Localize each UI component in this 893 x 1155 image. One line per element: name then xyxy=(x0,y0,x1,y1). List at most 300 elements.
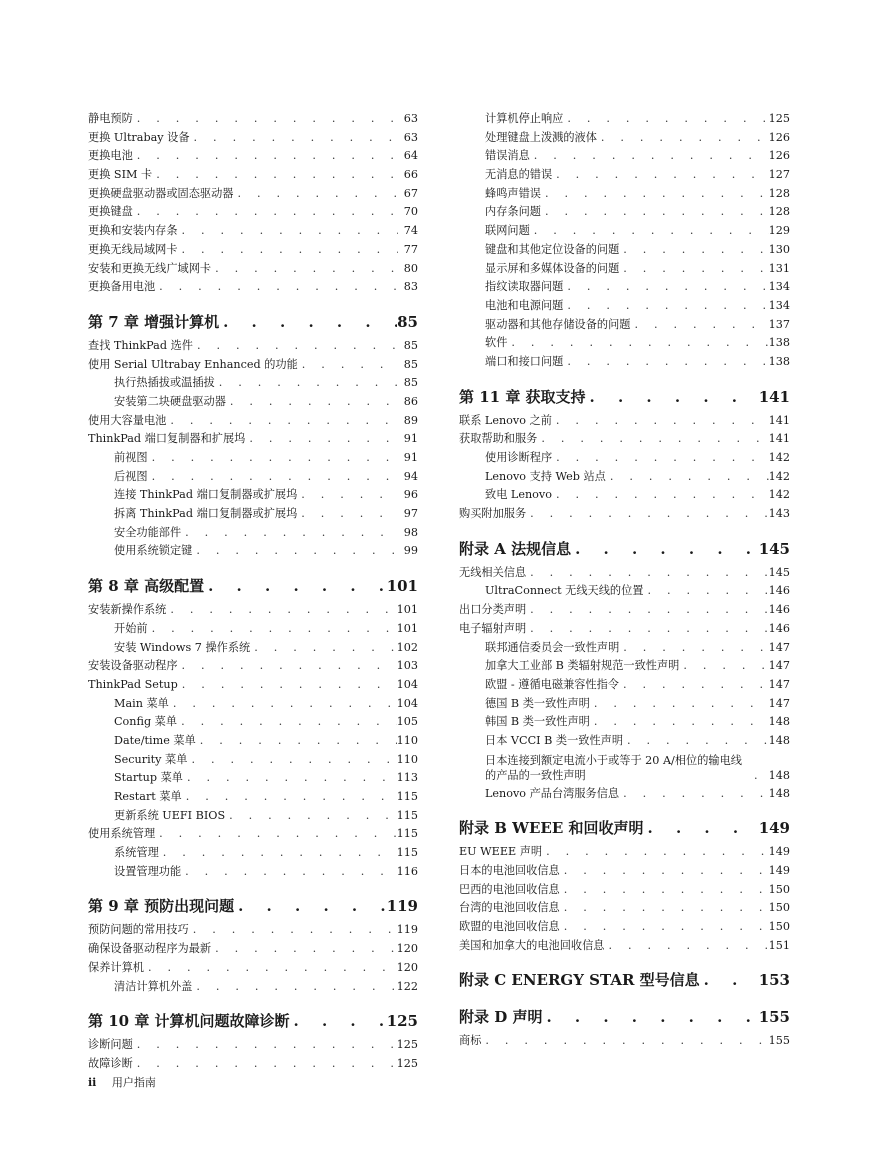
toc-entry[interactable] xyxy=(88,921,418,940)
toc-entry-title: 欧盟的电池回收信息 xyxy=(459,920,560,934)
toc-leader-dots xyxy=(560,881,769,900)
toc-leader-dots xyxy=(133,1055,397,1074)
toc-subentry[interactable] xyxy=(459,241,790,260)
toc-subentry[interactable] xyxy=(459,110,790,129)
toc-entry-title: 拆离 ThinkPad 端口复制器或扩展坞 xyxy=(114,507,298,521)
toc-entry-title: 使用大容量电池 xyxy=(88,413,167,427)
toc-subentry[interactable] xyxy=(88,807,418,826)
toc-page-number: 104 xyxy=(396,696,418,710)
toc-page-number: 147 xyxy=(768,677,790,691)
toc-page-number: 146 xyxy=(768,584,790,598)
toc-entry[interactable] xyxy=(88,959,418,978)
toc-subentry[interactable] xyxy=(88,639,418,658)
toc-subentry[interactable] xyxy=(459,657,790,676)
toc-leader-dots xyxy=(144,959,397,978)
toc-page-number: 94 xyxy=(403,469,418,483)
toc-entry[interactable] xyxy=(88,203,418,222)
toc-entry-title: 诊断问题 xyxy=(88,1038,133,1052)
toc-leader-dots xyxy=(597,129,769,148)
toc-subentry[interactable] xyxy=(88,769,418,788)
toc-page-number: 147 xyxy=(768,696,790,710)
toc-subentry[interactable] xyxy=(88,751,418,770)
toc-leader-dots xyxy=(606,468,769,487)
toc-page-number: 119 xyxy=(386,897,418,916)
toc-page-number: 101 xyxy=(386,577,418,596)
toc-entry-title: 前视图 xyxy=(114,451,148,464)
toc-page-number: 145 xyxy=(768,565,790,579)
toc-leader-dots xyxy=(177,713,397,732)
toc-leader-dots xyxy=(552,412,769,431)
toc-entry-title: 更换和安装内存条 xyxy=(88,224,178,238)
toc-page-number: 127 xyxy=(768,168,790,182)
toc-chapter-heading[interactable] xyxy=(459,1005,790,1029)
toc-leader-dots xyxy=(155,825,397,844)
toc-entry-title: 端口和接口问题 xyxy=(485,354,564,368)
toc-leader-dots xyxy=(563,278,768,297)
toc-page-number: 131 xyxy=(768,261,790,275)
toc-leader-dots xyxy=(530,222,769,241)
toc-leader-dots xyxy=(604,937,768,956)
toc-page-number: 137 xyxy=(768,317,790,331)
toc-leader-dots xyxy=(182,788,397,807)
toc-leader-dots xyxy=(181,863,397,882)
toc-entry[interactable] xyxy=(459,620,790,639)
toc-page-number: 85 xyxy=(403,338,418,352)
toc-entry-title: Main 菜单 xyxy=(114,696,169,710)
toc-page-number: 145 xyxy=(758,539,790,558)
toc-chapter-heading[interactable] xyxy=(88,310,418,334)
toc-entry-title: 更换硬盘驱动器或固态驱动器 xyxy=(88,186,234,200)
toc-subentry[interactable] xyxy=(88,978,418,997)
toc-entry-title: 错误消息 xyxy=(485,149,530,163)
toc-leader-dots xyxy=(542,1005,758,1029)
toc-page-number: 146 xyxy=(768,603,790,617)
toc-entry[interactable] xyxy=(88,222,418,241)
toc-entry-title: 日本的电池回收信息 xyxy=(459,864,560,877)
toc-leader-dots xyxy=(234,894,387,918)
toc-entry-title: 无消息的错误 xyxy=(485,168,553,182)
toc-entry-title: 日本连接到额定电流小于或等于 20 A/相位的输电线的产品的一致性声明 xyxy=(485,753,742,782)
toc-leader-dots xyxy=(204,574,387,598)
toc-leader-dots xyxy=(298,356,398,375)
toc-subentry[interactable] xyxy=(459,297,790,316)
toc-page-number: 151 xyxy=(768,938,790,952)
toc-entry-title: 内存条问题 xyxy=(485,205,541,219)
toc-entry-title: 更换 Ultrabay 设备 xyxy=(88,130,190,144)
toc-leader-dots xyxy=(619,639,768,658)
toc-leader-dots xyxy=(541,185,769,204)
toc-chapter-heading[interactable] xyxy=(459,816,790,840)
toc-page-number: 86 xyxy=(403,394,418,408)
toc-chapter-heading[interactable] xyxy=(459,385,790,409)
toc-chapter-heading[interactable] xyxy=(459,537,790,561)
toc-page-number: 83 xyxy=(403,280,418,294)
toc-entry-title: 欧盟 - 遵循电磁兼容性指令 xyxy=(485,677,619,691)
toc-page-number: 70 xyxy=(403,205,418,219)
toc-entry-title: 第 9 章 预防出现问题 xyxy=(88,897,235,916)
toc-entry[interactable] xyxy=(459,564,790,583)
toc-leader-dots xyxy=(571,537,759,561)
toc-subentry[interactable] xyxy=(459,676,790,695)
toc-page-number: 115 xyxy=(396,790,418,803)
toc-page-number: 128 xyxy=(768,205,790,219)
toc-leader-dots xyxy=(178,676,397,695)
toc-leader-dots xyxy=(526,564,769,583)
toc-entry-title: 第 7 章 增强计算机 xyxy=(88,312,220,331)
toc-page-number: 130 xyxy=(768,242,790,256)
toc-entry-title: Config 菜单 xyxy=(114,715,178,729)
toc-subentry[interactable] xyxy=(459,203,790,222)
toc-subentry[interactable] xyxy=(459,129,790,148)
toc-entry[interactable] xyxy=(88,185,418,204)
toc-leader-dots xyxy=(619,260,768,279)
toc-entry[interactable] xyxy=(459,862,790,881)
toc-entry-title: 出口分类声明 xyxy=(459,603,527,617)
toc-page-number: 149 xyxy=(768,864,790,877)
toc-page-number: 150 xyxy=(768,920,790,934)
toc-entry-title: 巴西的电池回收信息 xyxy=(459,882,560,896)
toc-page-number: 141 xyxy=(768,413,790,427)
toc-entry-title: 加拿大工业部 B 类辐射规范一致性声明 xyxy=(485,659,680,673)
toc-subentry[interactable] xyxy=(88,524,418,543)
toc-entry-title: 使用系统锁定键 xyxy=(114,544,193,558)
toc-entry[interactable] xyxy=(88,940,418,959)
toc-entry-title: 更换备用电池 xyxy=(88,280,156,294)
toc-entry-title: 附录 A 法规信息 xyxy=(459,539,572,558)
toc-entry[interactable] xyxy=(88,147,418,166)
toc-page-number: 97 xyxy=(403,507,418,521)
toc-entry[interactable] xyxy=(88,110,418,129)
toc-entry-title: 静电预防 xyxy=(88,112,133,125)
toc-leader-dots xyxy=(148,449,398,468)
toc-leader-dots xyxy=(166,601,396,620)
toc-subentry[interactable] xyxy=(88,863,418,882)
toc-subentry[interactable] xyxy=(88,468,418,487)
toc-leader-dots xyxy=(133,147,398,166)
toc-entry-title: 联系 Lenovo 之前 xyxy=(459,413,552,427)
toc-page-number: 125 xyxy=(396,1056,418,1070)
toc-entry[interactable] xyxy=(459,937,790,956)
toc-page-number: 134 xyxy=(768,280,790,294)
toc-leader-dots xyxy=(196,732,397,751)
toc-entry-title: 显示屏和多媒体设备的问题 xyxy=(485,261,620,275)
toc-page-number: 110 xyxy=(396,733,418,747)
toc-page-number: 125 xyxy=(396,1038,418,1052)
toc-subentry[interactable] xyxy=(459,166,790,185)
toc-subentry[interactable] xyxy=(459,334,790,353)
toc-entry-title: 安全功能部件 xyxy=(114,525,182,539)
toc-leader-dots xyxy=(563,110,768,129)
toc-page-number: 91 xyxy=(403,451,418,464)
toc-page-number: 91 xyxy=(403,432,418,446)
toc-entry[interactable] xyxy=(88,260,418,279)
toc-subentry[interactable] xyxy=(88,486,418,505)
toc-page-number: 148 xyxy=(768,733,790,747)
toc-page-number: 63 xyxy=(403,130,418,144)
toc-chapter-heading[interactable] xyxy=(459,968,790,992)
toc-leader-dots xyxy=(189,921,397,940)
toc-leader-dots xyxy=(560,918,769,937)
toc-entry-title: 连接 ThinkPad 端口复制器或扩展坞 xyxy=(114,488,298,502)
toc-entry-title: 电子辐射声明 xyxy=(459,621,527,635)
toc-entry[interactable] xyxy=(88,657,418,676)
toc-leader-dots xyxy=(193,337,398,356)
toc-subentry[interactable] xyxy=(459,147,790,166)
toc-subentry[interactable] xyxy=(88,620,418,639)
toc-subentry[interactable] xyxy=(459,582,790,601)
toc-entry-title: 更换键盘 xyxy=(88,205,133,219)
toc-entry-title: 设置管理功能 xyxy=(114,864,182,878)
toc-page-number: 141 xyxy=(768,432,790,446)
toc-entry[interactable] xyxy=(459,918,790,937)
toc-subentry[interactable] xyxy=(88,374,418,393)
toc-leader-dots xyxy=(552,449,769,468)
toc-subentry[interactable] xyxy=(459,486,790,505)
toc-leader-dots xyxy=(630,316,768,335)
toc-entry-title: 系统管理 xyxy=(114,846,159,860)
toc-subentry[interactable] xyxy=(88,713,418,732)
toc-entry-title: 无线相关信息 xyxy=(459,565,527,579)
toc-leader-dots xyxy=(623,732,769,751)
toc-entry[interactable] xyxy=(459,505,790,524)
toc-leader-dots xyxy=(192,978,396,997)
toc-page-number: 85 xyxy=(403,376,418,390)
toc-entry-title: 第 8 章 高级配置 xyxy=(88,577,205,596)
toc-leader-dots xyxy=(148,620,397,639)
toc-leader-dots xyxy=(133,1036,397,1055)
toc-entry[interactable] xyxy=(88,676,418,695)
toc-leader-dots xyxy=(133,203,398,222)
toc-leader-dots xyxy=(590,713,769,732)
toc-page-number: 115 xyxy=(396,846,418,860)
toc-entry-title: Startup 菜单 xyxy=(114,771,183,785)
toc-leader-dots xyxy=(526,601,769,620)
toc-page-number: 80 xyxy=(403,261,418,275)
toc-subentry[interactable] xyxy=(459,316,790,335)
toc-subentry[interactable] xyxy=(459,785,790,804)
toc-entry-title: 附录 C ENERGY STAR 型号信息 xyxy=(459,971,700,990)
toc-entry-title: Security 菜单 xyxy=(114,752,188,766)
toc-subentry[interactable] xyxy=(459,260,790,279)
toc-entry-title: 联网问题 xyxy=(485,224,530,238)
toc-entry-title: EU WEEE 声明 xyxy=(459,845,543,859)
toc-page-number: 125 xyxy=(386,1012,418,1031)
toc-leader-dots xyxy=(155,278,398,297)
toc-subentry[interactable] xyxy=(459,695,790,714)
toc-subentry[interactable] xyxy=(88,732,418,751)
toc-page-number: 149 xyxy=(758,819,790,838)
toc-leader-dots xyxy=(481,1032,768,1051)
toc-chapter-heading[interactable] xyxy=(88,574,418,598)
toc-subentry[interactable] xyxy=(459,222,790,241)
toc-page-number: 74 xyxy=(403,224,418,238)
toc-subentry[interactable] xyxy=(88,505,418,524)
toc-leader-dots xyxy=(219,310,397,334)
toc-page-number: 138 xyxy=(768,336,790,350)
toc-entry[interactable] xyxy=(88,412,418,431)
toc-subentry[interactable] xyxy=(88,449,418,468)
toc-page-number: 142 xyxy=(768,451,790,464)
toc-page-number: 116 xyxy=(396,864,418,878)
toc-entry-title: 更换 SIM 卡 xyxy=(88,168,153,182)
toc-leader-dots xyxy=(297,505,398,524)
toc-entry-title: Restart 菜单 xyxy=(114,790,182,803)
toc-entry-title: 日本 VCCI B 类一致性声明 xyxy=(485,733,624,747)
toc-page-number: 99 xyxy=(403,544,418,558)
toc-page-number: 115 xyxy=(396,808,418,822)
toc-page-number: 103 xyxy=(396,659,418,673)
toc-leader-dots xyxy=(166,412,398,431)
toc-leader-dots xyxy=(526,620,769,639)
toc-leader-dots xyxy=(211,940,397,959)
toc-entry-title: ThinkPad 端口复制器和扩展坞 xyxy=(88,432,246,446)
toc-page-number: 64 xyxy=(403,149,418,163)
toc-entry[interactable] xyxy=(88,129,418,148)
toc-leader-dots xyxy=(563,297,768,316)
toc-subentry[interactable] xyxy=(459,449,790,468)
toc-page-number: 115 xyxy=(396,827,418,841)
toc-leader-dots xyxy=(552,486,769,505)
toc-entry-title: 后视图 xyxy=(114,469,148,483)
toc-leader-dots xyxy=(541,203,769,222)
toc-entry-title: 电池和电源问题 xyxy=(485,298,564,312)
toc-subentry[interactable] xyxy=(459,185,790,204)
toc-entry[interactable] xyxy=(88,825,418,844)
toc-entry-title: 更新系统 UEFI BIOS xyxy=(114,808,226,822)
toc-entry-title: 指纹读取器问题 xyxy=(485,280,564,294)
toc-entry[interactable] xyxy=(88,601,418,620)
toc-subentry[interactable] xyxy=(459,732,790,751)
toc-leader-dots xyxy=(178,222,398,241)
toc-leader-dots xyxy=(619,676,769,695)
toc-entry-title: 计算机停止响应 xyxy=(485,112,564,125)
toc-entry-title: 附录 D 声明 xyxy=(459,1008,543,1027)
toc-page-number: 66 xyxy=(403,168,418,182)
toc-entry[interactable] xyxy=(88,278,418,297)
toc-entry[interactable] xyxy=(459,899,790,918)
toc-entry[interactable] xyxy=(88,241,418,260)
toc-entry[interactable] xyxy=(459,1032,790,1051)
toc-entry-title: 德国 B 类一致性声明 xyxy=(485,696,590,710)
toc-entry-title: 商标 xyxy=(459,1034,482,1048)
toc-leader-dots xyxy=(245,430,398,449)
toc-leader-dots xyxy=(750,768,769,783)
toc-entry[interactable] xyxy=(459,412,790,431)
toc-entry[interactable] xyxy=(459,601,790,620)
toc-leader-dots xyxy=(178,241,398,260)
toc-leader-dots xyxy=(169,695,397,714)
toc-page-number: 104 xyxy=(396,677,418,691)
toc-page-number: 122 xyxy=(396,979,418,993)
toc-leader-dots xyxy=(190,129,398,148)
toc-leader-dots xyxy=(530,147,769,166)
toc-subentry[interactable] xyxy=(88,542,418,561)
toc-page-number: 150 xyxy=(768,901,790,915)
toc-entry-title: 软件 xyxy=(485,336,508,350)
toc-entry-title: 获取帮助和服务 xyxy=(459,432,538,446)
toc-chapter-heading[interactable] xyxy=(88,894,418,918)
toc-entry-title: 安装新操作系统 xyxy=(88,603,167,617)
toc-entry-title: 键盘和其他定位设备的问题 xyxy=(485,242,620,256)
toc-leader-dots xyxy=(679,657,768,676)
toc-entry[interactable] xyxy=(459,430,790,449)
toc-subentry[interactable] xyxy=(459,713,790,732)
toc-entry-title: 保养计算机 xyxy=(88,960,144,974)
toc-leader-dots xyxy=(178,657,397,676)
toc-page-number: 148 xyxy=(768,715,790,729)
toc-entry-title: ThinkPad Setup xyxy=(88,677,178,691)
toc-entry[interactable] xyxy=(88,1055,418,1074)
toc-subentry[interactable] xyxy=(459,639,790,658)
toc-leader-dots xyxy=(233,185,398,204)
toc-page-number: 147 xyxy=(768,659,790,673)
toc-page-number: 141 xyxy=(758,387,790,406)
toc-leader-dots xyxy=(700,968,759,992)
toc-subentry[interactable] xyxy=(88,695,418,714)
toc-entry-title: 韩国 B 类一致性声明 xyxy=(485,715,590,729)
toc-entry[interactable] xyxy=(88,337,418,356)
toc-subentry[interactable] xyxy=(459,468,790,487)
toc-page-number: 113 xyxy=(396,771,418,785)
toc-subentry[interactable] xyxy=(88,844,418,863)
toc-entry[interactable] xyxy=(88,430,418,449)
toc-subentry[interactable] xyxy=(88,393,418,412)
toc-page-number: 143 xyxy=(768,507,790,521)
toc-entry-title: 安装设备驱动程序 xyxy=(88,659,178,673)
toc-page-number: 142 xyxy=(768,469,790,483)
toc-page-number: 101 xyxy=(396,621,418,635)
toc-page-number: 134 xyxy=(768,298,790,312)
toc-entry-title: 使用系统管理 xyxy=(88,827,156,841)
toc-page-number: 89 xyxy=(403,413,418,427)
toc-leader-dots xyxy=(148,468,398,487)
toc-page-number: 63 xyxy=(403,112,418,125)
toc-entry[interactable] xyxy=(88,166,418,185)
toc-entry-title: 驱动器和其他存储设备的问题 xyxy=(485,317,631,331)
toc-entry-title: 购买附加服务 xyxy=(459,507,527,521)
toc-leader-dots xyxy=(560,899,769,918)
toc-page-number: 125 xyxy=(768,112,790,125)
toc-subentry[interactable] xyxy=(459,353,790,372)
toc-chapter-heading[interactable] xyxy=(88,1009,418,1033)
toc-leader-dots xyxy=(643,582,768,601)
toc-page-number: 138 xyxy=(768,354,790,368)
toc-leader-dots xyxy=(526,505,769,524)
toc-page-number: 102 xyxy=(396,640,418,654)
toc-entry-title: Lenovo 产品台湾服务信息 xyxy=(485,786,620,800)
toc-leader-dots xyxy=(590,695,769,714)
toc-leader-dots xyxy=(619,241,768,260)
toc-leader-dots xyxy=(152,166,398,185)
toc-entry-title: 蜂鸣声错误 xyxy=(485,186,541,200)
toc-entry-title: Lenovo 支持 Web 站点 xyxy=(485,469,606,483)
toc-left-column xyxy=(88,110,418,1074)
toc-page-number: 119 xyxy=(396,923,418,937)
toc-leader-dots xyxy=(563,353,768,372)
toc-entry[interactable] xyxy=(459,843,790,862)
toc-leader-dots xyxy=(290,1009,387,1033)
toc-entry[interactable] xyxy=(88,1036,418,1055)
toc-page-number: 155 xyxy=(758,1008,790,1027)
toc-leader-dots xyxy=(159,844,397,863)
toc-subentry[interactable] xyxy=(459,278,790,297)
toc-subentry[interactable] xyxy=(459,751,790,785)
toc-subentry[interactable] xyxy=(88,788,418,807)
toc-entry[interactable] xyxy=(88,356,418,375)
toc-entry[interactable] xyxy=(459,881,790,900)
toc-leader-dots xyxy=(133,110,398,129)
toc-entry-title: 附录 B WEEE 和回收声明 xyxy=(459,819,644,838)
